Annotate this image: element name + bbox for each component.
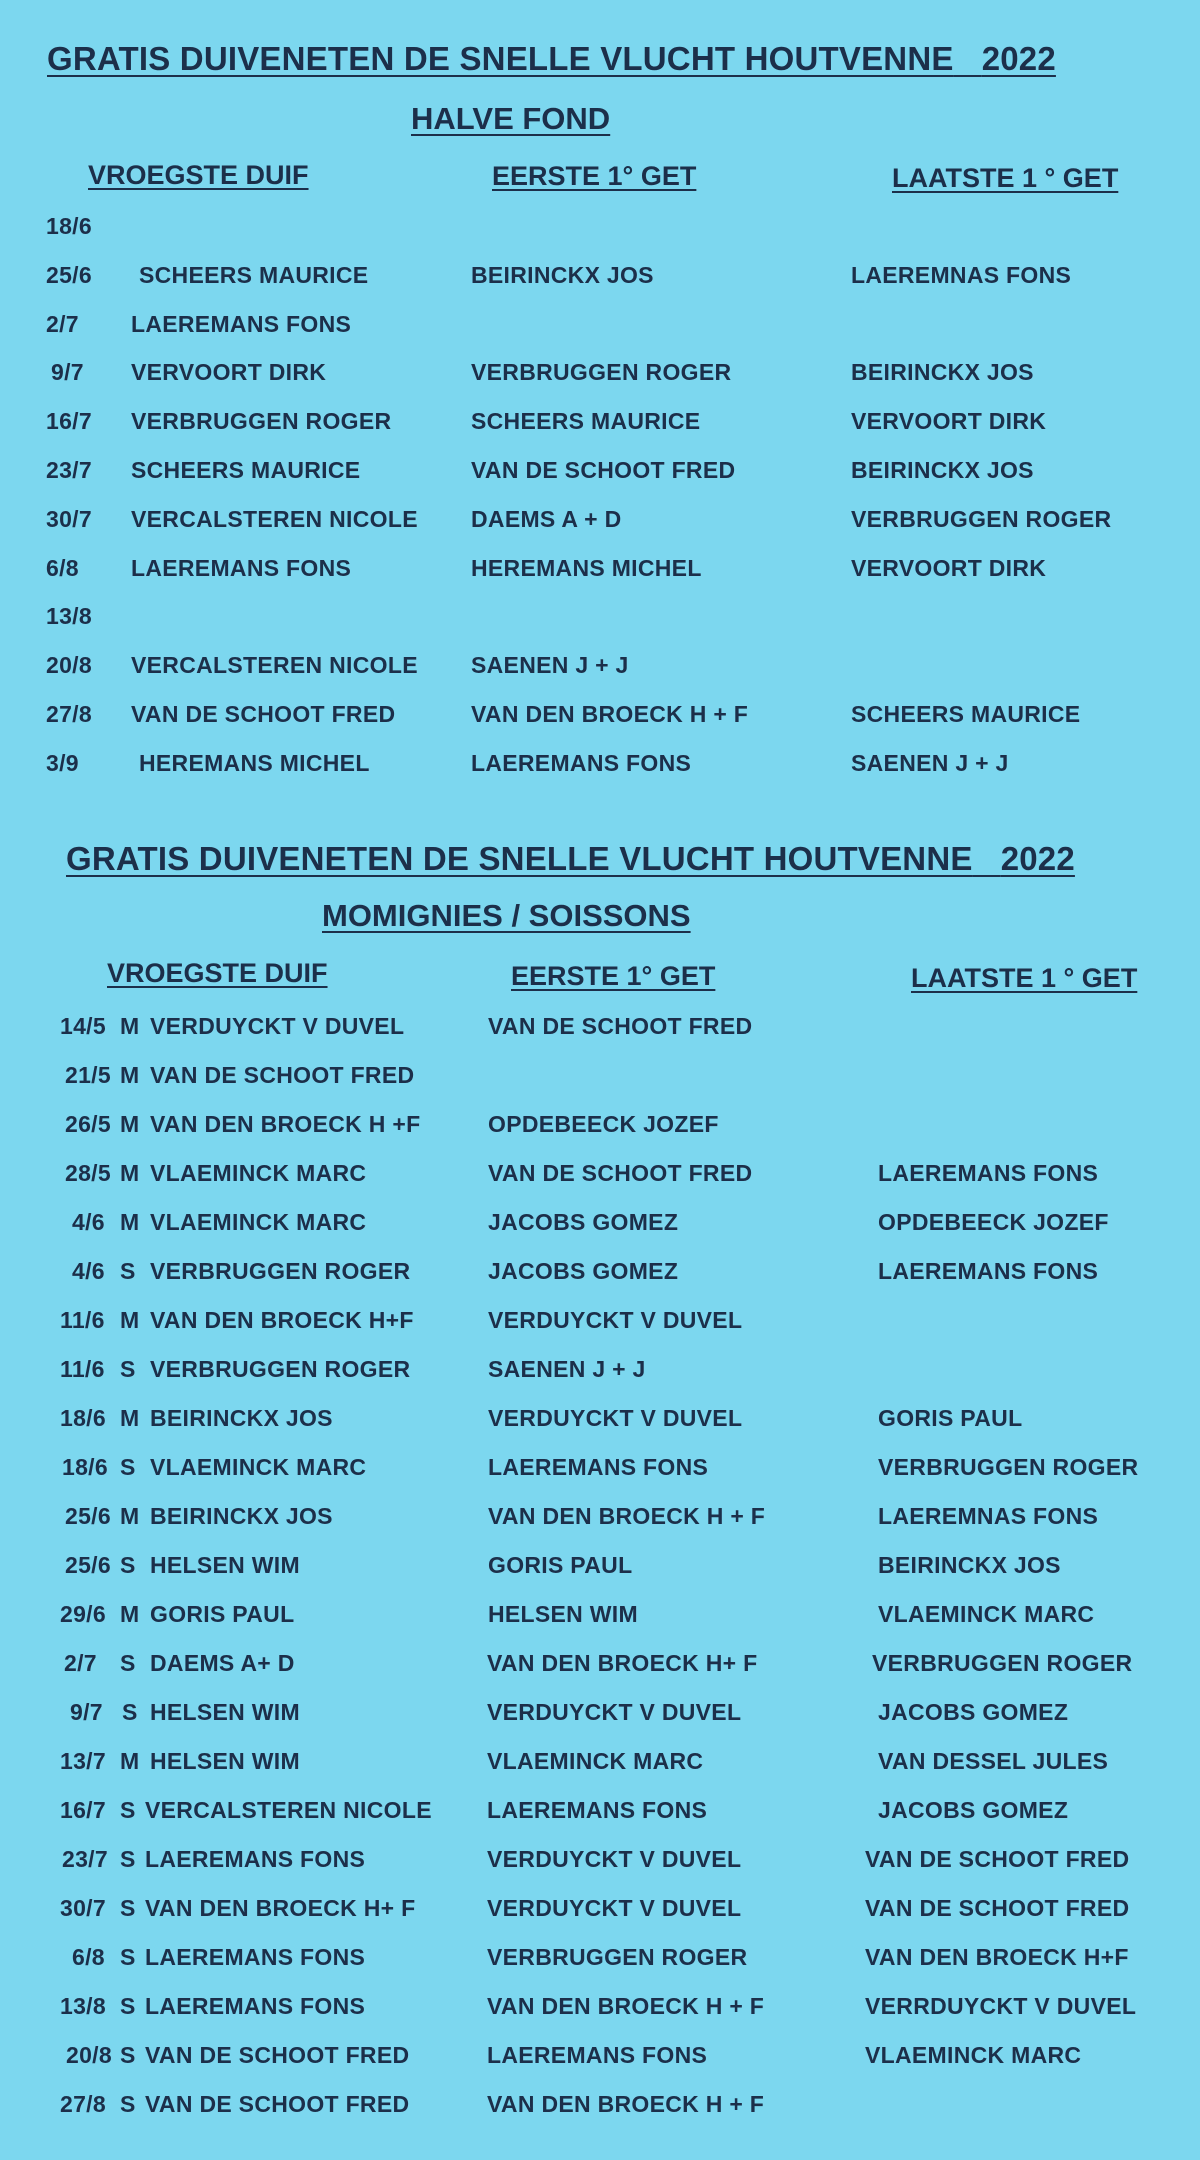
title-text: GRATIS DUIVENETEN DE SNELLE VLUCHT HOUTVENNE <box>66 840 973 877</box>
row-eerste-get: SAENEN J + J <box>488 1356 646 1382</box>
row-date: 27/8 <box>60 2091 106 2117</box>
row-date: 13/8 <box>60 1993 106 2019</box>
row-vroegste-duif: LAEREMANS FONS <box>145 1944 366 1970</box>
row-eerste-get: VAN DEN BROECK H + F <box>487 1993 765 2019</box>
row-vroegste-duif: HEREMANS MICHEL <box>139 749 370 776</box>
row-eerste-get: OPDEBEECK JOZEF <box>488 1111 719 1137</box>
row-type-code: M <box>120 1013 140 1039</box>
row-vroegste-duif: VERVOORT DIRK <box>131 359 327 386</box>
row-vroegste-duif: VAN DEN BROECK H +F <box>150 1111 421 1137</box>
row-date: 23/7 <box>46 457 92 483</box>
row-type-code: S <box>120 1944 136 1970</box>
row-date: 23/7 <box>62 1846 108 1872</box>
row-vroegste-duif: VAN DEN BROECK H+F <box>150 1307 414 1333</box>
table-row <box>0 1846 1200 1886</box>
row-date: 9/7 <box>51 359 84 386</box>
table-row <box>0 311 1200 351</box>
row-type-code: S <box>122 1699 138 1725</box>
table-row <box>0 555 1200 595</box>
row-laatste-get: SAENEN J + J <box>851 749 1009 776</box>
row-laatste-get: GORIS PAUL <box>878 1405 1023 1431</box>
row-laatste-get: BEIRINCKX JOS <box>851 359 1034 386</box>
row-laatste-get: OPDEBEECK JOZEF <box>878 1209 1109 1235</box>
row-laatste-get: LAEREMNAS FONS <box>878 1503 1099 1529</box>
row-laatste-get: VAN DEN BROECK H+F <box>865 1944 1129 1970</box>
row-date: 30/7 <box>60 1895 106 1921</box>
table-row <box>0 408 1200 448</box>
row-type-code: S <box>120 1650 136 1676</box>
row-date: 9/7 <box>70 1699 103 1725</box>
table-row <box>0 750 1200 790</box>
table-row <box>0 1601 1200 1641</box>
row-vroegste-duif: VERBRUGGEN ROGER <box>150 1356 411 1382</box>
row-vroegste-duif: VERCALSTEREN NICOLE <box>131 652 418 679</box>
row-eerste-get: HEREMANS MICHEL <box>471 554 702 581</box>
row-date: 16/7 <box>60 1797 106 1823</box>
table-row <box>0 1013 1200 1053</box>
table-row <box>0 1307 1200 1347</box>
table-row <box>0 2042 1200 2082</box>
row-vroegste-duif: BEIRINCKX JOS <box>150 1503 333 1529</box>
header-eerste-get: EERSTE 1° GET <box>511 961 716 991</box>
row-vroegste-duif: VLAEMINCK MARC <box>150 1454 367 1480</box>
row-laatste-get: BEIRINCKX JOS <box>878 1552 1061 1578</box>
row-type-code: S <box>120 1454 136 1480</box>
row-vroegste-duif: VERBRUGGEN ROGER <box>131 408 392 435</box>
row-type-code: M <box>120 1601 140 1627</box>
row-vroegste-duif: VLAEMINCK MARC <box>150 1160 367 1186</box>
table-row <box>0 701 1200 741</box>
row-eerste-get: LAEREMANS FONS <box>487 2042 708 2068</box>
row-eerste-get: GORIS PAUL <box>488 1552 633 1578</box>
table-row <box>0 213 1200 253</box>
row-laatste-get: VLAEMINCK MARC <box>878 1601 1095 1627</box>
row-eerste-get: VERDUYCKT V DUVEL <box>488 1307 743 1333</box>
header-eerste-get: EERSTE 1° GET <box>492 161 697 191</box>
row-eerste-get: VAN DEN BROECK H + F <box>471 701 749 727</box>
row-vroegste-duif: DAEMS A+ D <box>150 1650 295 1676</box>
row-date: 14/5 <box>60 1013 106 1039</box>
table-row <box>0 506 1200 546</box>
table-row <box>0 1993 1200 2033</box>
row-eerste-get: VERBRUGGEN ROGER <box>471 359 732 386</box>
row-eerste-get: VAN DEN BROECK H + F <box>488 1503 766 1529</box>
row-type-code: M <box>120 1160 140 1186</box>
header-laatste-get: LAATSTE 1 ° GET <box>892 163 1119 193</box>
row-date: 11/6 <box>60 1356 105 1382</box>
row-date: 28/5 <box>65 1160 111 1186</box>
table-row <box>0 1454 1200 1494</box>
title-year: 2022 <box>981 40 1056 77</box>
row-type-code: S <box>120 1552 136 1578</box>
header-vroegste-duif: VROEGSTE DUIF <box>88 160 309 190</box>
row-vroegste-duif: VERCALSTEREN NICOLE <box>131 505 418 532</box>
row-type-code: M <box>120 1503 140 1529</box>
row-eerste-get: SAENEN J + J <box>471 652 629 679</box>
row-type-code: S <box>120 1895 136 1921</box>
row-laatste-get: VERVOORT DIRK <box>851 554 1047 581</box>
table-row <box>0 1650 1200 1690</box>
row-date: 6/8 <box>46 554 79 581</box>
table-row <box>0 1503 1200 1543</box>
row-laatste-get: VAN DE SCHOOT FRED <box>865 1895 1130 1921</box>
row-type-code: S <box>120 1797 136 1823</box>
row-vroegste-duif: VERDUYCKT V DUVEL <box>150 1013 405 1039</box>
row-date: 2/7 <box>46 310 79 337</box>
row-date: 4/6 <box>72 1258 105 1284</box>
row-type-code: M <box>120 1062 140 1088</box>
table-row <box>0 603 1200 643</box>
table-row <box>0 1209 1200 1249</box>
row-type-code: S <box>120 1258 136 1284</box>
row-eerste-get: VAN DEN BROECK H + F <box>487 2091 765 2117</box>
row-vroegste-duif: HELSEN WIM <box>150 1748 300 1774</box>
row-laatste-get: JACOBS GOMEZ <box>878 1699 1069 1725</box>
row-vroegste-duif: SCHEERS MAURICE <box>139 261 369 288</box>
row-type-code: S <box>120 2042 136 2068</box>
row-laatste-get: VAN DE SCHOOT FRED <box>865 1846 1130 1872</box>
section-subtitle: HALVE FOND <box>411 101 611 136</box>
row-vroegste-duif: VERBRUGGEN ROGER <box>150 1258 411 1284</box>
row-vroegste-duif: HELSEN WIM <box>150 1552 300 1578</box>
row-vroegste-duif: LAEREMANS FONS <box>145 1846 366 1872</box>
table-row <box>0 1748 1200 1788</box>
table-row <box>0 2091 1200 2131</box>
row-type-code: M <box>120 1209 140 1235</box>
table-row <box>0 1944 1200 1984</box>
row-vroegste-duif: VLAEMINCK MARC <box>150 1209 367 1235</box>
row-laatste-get: VERBRUGGEN ROGER <box>851 505 1112 532</box>
row-eerste-get: HELSEN WIM <box>488 1601 638 1627</box>
row-vroegste-duif: GORIS PAUL <box>150 1601 295 1627</box>
row-date: 4/6 <box>72 1209 105 1235</box>
table-row <box>0 1699 1200 1739</box>
row-vroegste-duif: VAN DE SCHOOT FRED <box>131 701 396 727</box>
row-type-code: S <box>120 2091 136 2117</box>
row-eerste-get: VERDUYCKT V DUVEL <box>488 1405 743 1431</box>
row-date: 18/6 <box>62 1454 108 1480</box>
row-eerste-get: VAN DE SCHOOT FRED <box>471 457 736 483</box>
row-eerste-get: DAEMS A + D <box>471 505 622 532</box>
row-eerste-get: VERDUYCKT V DUVEL <box>487 1699 742 1725</box>
table-row <box>0 1062 1200 1102</box>
row-laatste-get: VERBRUGGEN ROGER <box>872 1650 1133 1676</box>
row-date: 6/8 <box>72 1944 105 1970</box>
row-type-code: M <box>120 1405 140 1431</box>
row-laatste-get: VERRDUYCKT V DUVEL <box>865 1993 1137 2019</box>
row-vroegste-duif: VAN DE SCHOOT FRED <box>150 1062 415 1088</box>
row-eerste-get: LAEREMANS FONS <box>487 1797 708 1823</box>
row-eerste-get: LAEREMANS FONS <box>488 1454 709 1480</box>
row-laatste-get: VAN DESSEL JULES <box>878 1748 1109 1774</box>
row-laatste-get: LAEREMANS FONS <box>878 1258 1099 1284</box>
table-row <box>0 262 1200 302</box>
row-eerste-get: VERDUYCKT V DUVEL <box>487 1846 742 1872</box>
row-date: 13/7 <box>60 1748 106 1774</box>
table-row <box>0 457 1200 497</box>
row-laatste-get: VERVOORT DIRK <box>851 408 1047 435</box>
row-vroegste-duif: LAEREMANS FONS <box>131 554 352 581</box>
row-date: 3/9 <box>46 749 79 776</box>
row-date: 20/8 <box>46 652 92 679</box>
row-date: 29/6 <box>60 1601 106 1627</box>
table-row <box>0 1160 1200 1200</box>
row-eerste-get: JACOBS GOMEZ <box>488 1258 679 1284</box>
row-vroegste-duif: VAN DE SCHOOT FRED <box>145 2091 410 2117</box>
row-eerste-get: VAN DE SCHOOT FRED <box>488 1160 753 1186</box>
header-laatste-get: LAATSTE 1 ° GET <box>911 963 1138 993</box>
row-eerste-get: VLAEMINCK MARC <box>487 1748 704 1774</box>
row-vroegste-duif: VERCALSTEREN NICOLE <box>145 1797 432 1823</box>
row-laatste-get: LAEREMNAS FONS <box>851 261 1072 288</box>
section-title <box>66 840 1075 878</box>
row-laatste-get: LAEREMANS FONS <box>878 1160 1099 1186</box>
header-vroegste-duif: VROEGSTE DUIF <box>107 958 328 988</box>
row-vroegste-duif: LAEREMANS FONS <box>145 1993 366 2019</box>
row-type-code: M <box>120 1111 140 1137</box>
row-date: 16/7 <box>46 408 92 435</box>
row-eerste-get: VERDUYCKT V DUVEL <box>487 1895 742 1921</box>
row-vroegste-duif: HELSEN WIM <box>150 1699 300 1725</box>
title-year: 2022 <box>1000 840 1075 877</box>
row-vroegste-duif: SCHEERS MAURICE <box>131 457 361 483</box>
row-eerste-get: LAEREMANS FONS <box>471 749 692 776</box>
section-title <box>47 40 1056 78</box>
title-text: GRATIS DUIVENETEN DE SNELLE VLUCHT HOUTVENNE <box>47 40 954 77</box>
row-date: 13/8 <box>46 603 92 630</box>
row-date: 25/6 <box>65 1552 111 1578</box>
row-date: 11/6 <box>60 1307 105 1333</box>
row-type-code: S <box>120 1846 136 1872</box>
table-row <box>0 1258 1200 1298</box>
row-eerste-get: VAN DE SCHOOT FRED <box>488 1013 753 1039</box>
row-date: 18/6 <box>60 1405 106 1431</box>
row-date: 27/8 <box>46 701 92 727</box>
row-date: 18/6 <box>46 213 92 239</box>
row-eerste-get: JACOBS GOMEZ <box>488 1209 679 1235</box>
row-vroegste-duif: LAEREMANS FONS <box>131 310 352 337</box>
row-laatste-get: VLAEMINCK MARC <box>865 2042 1082 2068</box>
row-type-code: S <box>120 1993 136 2019</box>
row-type-code: S <box>120 1356 136 1382</box>
table-row <box>0 1552 1200 1592</box>
row-eerste-get: VAN DEN BROECK H+ F <box>487 1650 758 1676</box>
row-date: 2/7 <box>64 1650 97 1676</box>
table-row <box>0 359 1200 399</box>
row-date: 25/6 <box>46 261 92 288</box>
row-date: 25/6 <box>65 1503 111 1529</box>
row-vroegste-duif: VAN DEN BROECK H+ F <box>145 1895 416 1921</box>
row-laatste-get: BEIRINCKX JOS <box>851 457 1034 483</box>
table-row <box>0 1356 1200 1396</box>
row-laatste-get: VERBRUGGEN ROGER <box>878 1454 1139 1480</box>
row-eerste-get: BEIRINCKX JOS <box>471 261 654 288</box>
row-date: 21/5 <box>65 1062 111 1088</box>
table-row <box>0 1111 1200 1151</box>
row-eerste-get: VERBRUGGEN ROGER <box>487 1944 748 1970</box>
row-laatste-get: JACOBS GOMEZ <box>878 1797 1069 1823</box>
row-type-code: M <box>120 1307 140 1333</box>
table-row <box>0 652 1200 692</box>
row-date: 20/8 <box>66 2042 112 2068</box>
row-date: 30/7 <box>46 505 92 532</box>
row-vroegste-duif: VAN DE SCHOOT FRED <box>145 2042 410 2068</box>
row-vroegste-duif: BEIRINCKX JOS <box>150 1405 333 1431</box>
row-eerste-get: SCHEERS MAURICE <box>471 408 701 435</box>
table-row <box>0 1895 1200 1935</box>
table-row <box>0 1797 1200 1837</box>
row-type-code: M <box>120 1748 140 1774</box>
section-subtitle: MOMIGNIES / SOISSONS <box>322 898 691 933</box>
row-date: 26/5 <box>65 1111 111 1137</box>
row-laatste-get: SCHEERS MAURICE <box>851 701 1081 727</box>
table-row <box>0 1405 1200 1445</box>
